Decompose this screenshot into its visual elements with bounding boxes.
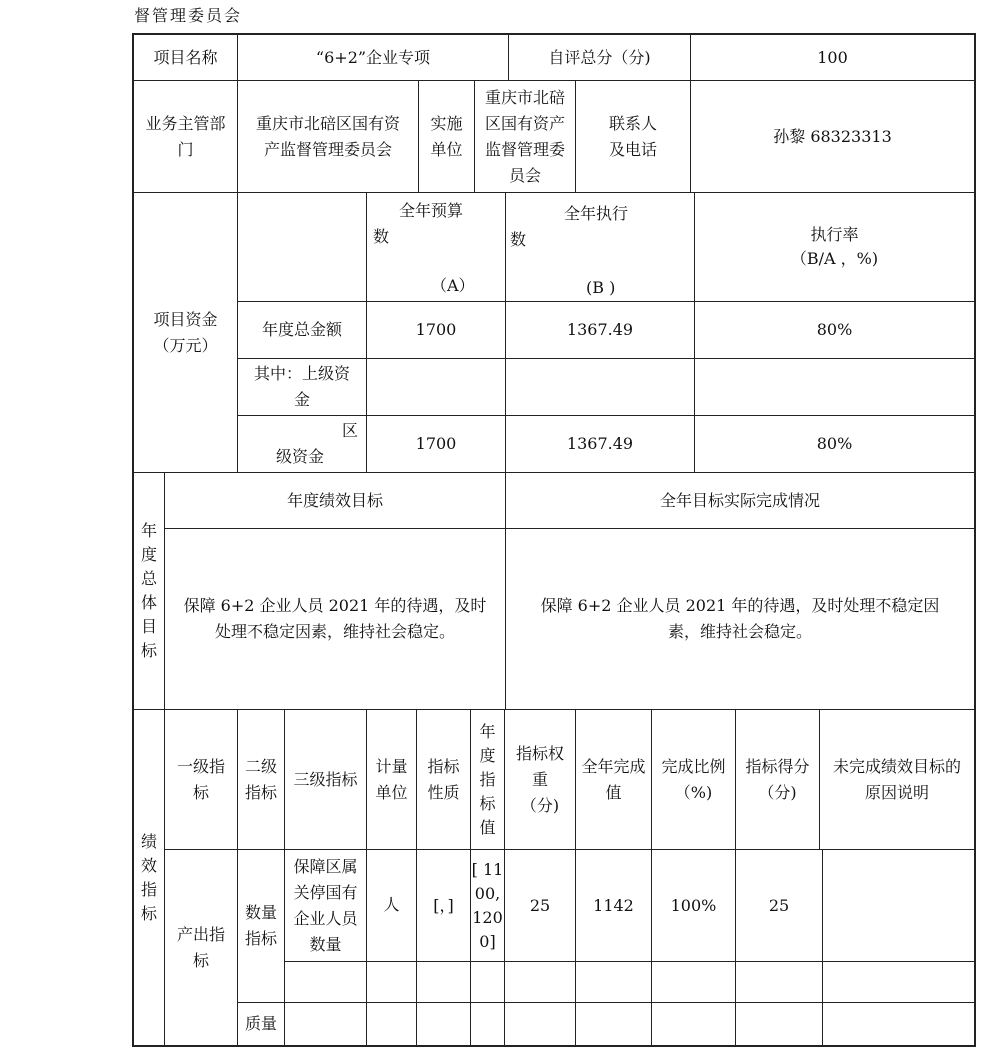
- funds-row-upper-exec: [506, 359, 694, 415]
- header-annual-char: 值: [479, 817, 496, 837]
- goal-side-char: 总: [140, 569, 157, 588]
- goal-side-char: 体: [140, 593, 157, 612]
- goal-actual-text: 保障 6+2 企业人员 2021 年的待遇，及时处理不稳定因 素，维持社会稳定。: [540, 596, 940, 641]
- row-nature: [，]: [433, 895, 454, 915]
- funds-row-total-budget: 1700: [415, 320, 457, 339]
- funds-row-upper-rate: [695, 359, 974, 415]
- row-unit: 人: [383, 895, 400, 914]
- goal-target-header: 年度绩效目标: [286, 490, 383, 510]
- row-weight: 25: [529, 895, 551, 915]
- indicators-side-char: 绩: [140, 831, 157, 851]
- dept-value: 重庆市北碚区国有资 产监督管理委员会: [255, 113, 400, 159]
- goal-side-char: 度: [140, 545, 157, 564]
- budget-header-line2: 数: [373, 227, 390, 246]
- exec-header-line2: 数: [510, 230, 527, 249]
- funds-row-district-label-line2: 级资金: [276, 447, 325, 466]
- header-annual-char: 年: [479, 721, 496, 741]
- indicators-side-label: [134, 710, 164, 1045]
- header-score: 指标得分 （分): [745, 756, 810, 802]
- exec-header-code: (B ): [586, 278, 616, 297]
- row-completed: 1142: [593, 895, 634, 915]
- goal-side-label: [134, 473, 164, 709]
- funds-label: 项目资金 （万元）: [153, 309, 218, 355]
- goal-actual-header: 全年目标实际完成情况: [659, 490, 820, 510]
- goal-side-char: 目: [140, 617, 157, 636]
- budget-header: [367, 193, 505, 301]
- table-border-right: [974, 33, 976, 1047]
- funds-row-total-label: 年度总金额: [261, 320, 342, 339]
- rate-header-line2: （B/A ，%): [790, 249, 879, 268]
- header-weight: 指标权 重 （分): [515, 743, 564, 815]
- funds-row-district-exec: 1367.49: [566, 434, 634, 453]
- quality-label: 质量: [244, 1014, 277, 1033]
- header-level2: 二级 指标: [244, 756, 277, 802]
- line-h-11: [237, 1002, 976, 1003]
- row-ratio: 100%: [670, 895, 717, 915]
- header-level3: 三级指标: [293, 769, 358, 789]
- self-score-value: 100: [817, 47, 848, 67]
- row-level3: 保障区属 关停国有 企业人员 数量: [293, 856, 358, 954]
- header-nature: 指标 性质: [427, 756, 460, 802]
- exec-header-line1: 全年执行: [564, 204, 629, 223]
- header-ratio: 完成比例 （%): [661, 756, 726, 802]
- funds-row-upper-budget: [367, 359, 505, 415]
- project-name-label: 项目名称: [153, 47, 218, 67]
- funds-row-upper-label: 其中：上级资 金: [253, 364, 350, 409]
- rate-header: [695, 193, 974, 301]
- funds-row-district-rate: 80%: [816, 434, 853, 453]
- line-h-10: [284, 961, 976, 962]
- goal-side-char: 标: [140, 641, 157, 660]
- funds-row-district-label-line1: 区: [341, 421, 358, 440]
- header-annual-char: 度: [479, 745, 496, 765]
- funds-row-district-label: [238, 416, 366, 472]
- header-level1: 一级指 标: [176, 756, 225, 802]
- header-unit: 计量 单位: [375, 756, 408, 802]
- indicators-side-char: 效: [140, 855, 157, 875]
- header-text: 督管理委员会: [134, 6, 243, 25]
- goal-side-char: 年: [140, 521, 157, 540]
- funds-row-district-budget: 1700: [415, 434, 457, 453]
- header-completed: 全年完成 值: [581, 756, 646, 802]
- indicators-side-char: 标: [140, 903, 157, 923]
- impl-label: 实施 单位: [430, 113, 463, 159]
- output-label: 产出指 标: [176, 924, 225, 970]
- project-name-value: “6+2”企业专项: [315, 47, 431, 67]
- exec-header: [506, 193, 694, 301]
- contact-value: 孙黎 68323313: [773, 126, 892, 146]
- header-annual-char: 标: [479, 793, 496, 813]
- funds-row-total-rate: 80%: [816, 320, 853, 339]
- goal-target-text: 保障 6+2 企业人员 2021 年的待遇，及时 处理不稳定因素，维持社会稳定。: [183, 596, 487, 641]
- rate-header-line1: 执行率: [810, 225, 859, 244]
- quantity-label: 数量 指标: [244, 903, 277, 948]
- row-annual: [ 11 00, 120 0]: [471, 859, 504, 951]
- row-reason: [823, 850, 974, 961]
- budget-header-line1: 全年预算: [399, 201, 464, 220]
- line-h-bottom: [132, 1045, 976, 1047]
- header-annual-char: 指: [479, 769, 496, 789]
- dept-label: 业务主管部 门: [145, 113, 226, 159]
- impl-value: 重庆市北碚 区国有资产 监督管理委 员会: [484, 87, 565, 185]
- row-score: 25: [768, 895, 790, 915]
- self-score-label: 自评总分（分): [548, 47, 651, 67]
- contact-label: 联系人 及电话: [608, 113, 657, 159]
- budget-header-code: （A）: [431, 276, 475, 295]
- header-annual: [471, 710, 504, 849]
- funds-row-total-exec: 1367.49: [566, 320, 634, 339]
- header-reason: 未完成绩效目标的 原因说明: [832, 756, 961, 802]
- indicators-side-char: 指: [140, 879, 157, 899]
